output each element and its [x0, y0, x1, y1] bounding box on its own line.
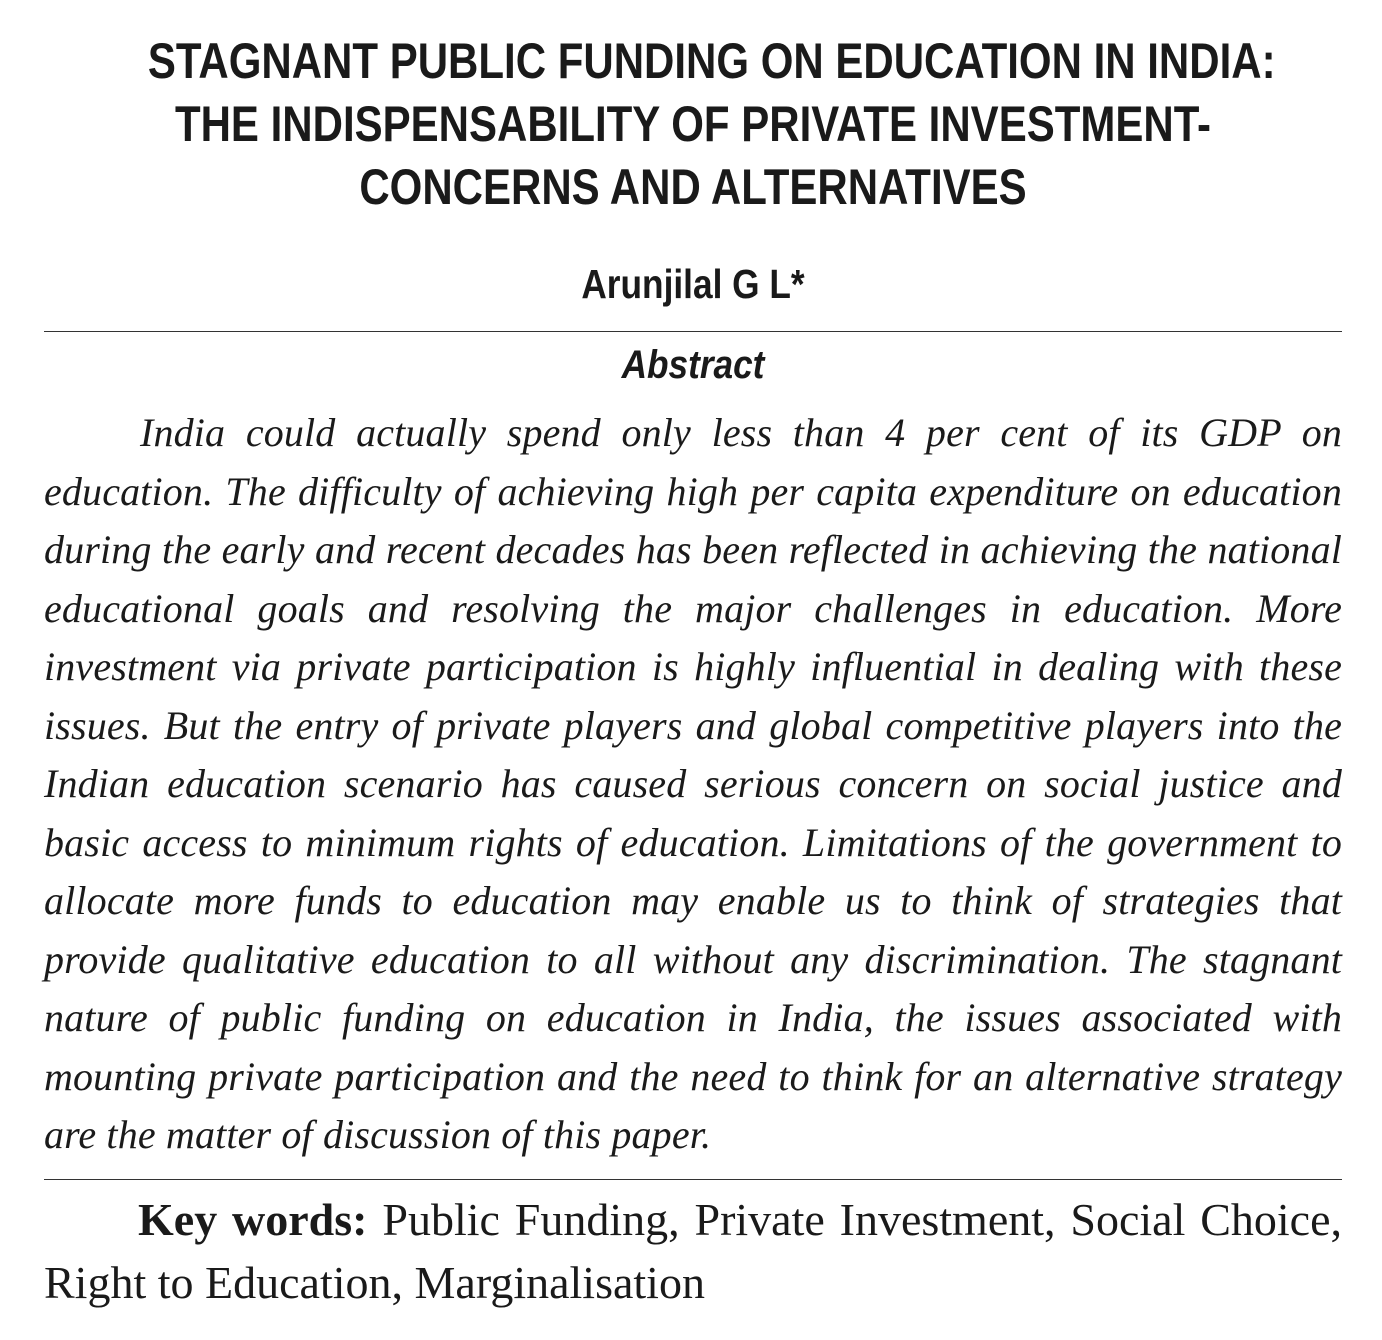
paper-first-page — [44, 30, 1342, 1314]
title-line-2: THE INDISPENSABILITY OF PRIVATE INVESTMENT- — [174, 96, 1212, 152]
bottom-divider — [44, 1179, 1342, 1180]
keywords — [44, 1188, 1342, 1314]
title-line-3: CONCERNS AND ALTERNATIVES — [359, 159, 1027, 215]
abstract-heading: Abstract — [621, 343, 765, 387]
top-divider — [44, 331, 1342, 332]
author-name: Arunjilal G L* — [581, 261, 805, 307]
paper-title — [147, 30, 1276, 219]
abstract-text: India could actually spend only less than 4 per cent of its GDP on education. The difficulty of achieving high per capita expenditure on education during the early and recent decades has been reflected in achieving the national educational goals and resolving the major challenges in education. More investment via private participation is highly influential in dealing with these issues. But the entry of private players and global competitive players into the Indian education scenario has caused serious concern on social justice and basic access to minimum rights of education. Limitations of the government to allocate more funds to education may enable us to think of strategies that provide qualitative education to all without any discrimination. The stagnant nature of public funding on education in India, the issues associated with mounting private participation and the need to think for an alternative strategy are the matter of discussion of this paper. — [44, 410, 1342, 1157]
title-line-1: STAGNANT PUBLIC FUNDING ON EDUCATION IN INDIA: — [147, 33, 1276, 89]
keywords-label: Key words: — [138, 1193, 368, 1245]
keywords-list: Public Funding, Private Investment, Social Choice, Right to Education, Marginalisation — [44, 1193, 1343, 1308]
